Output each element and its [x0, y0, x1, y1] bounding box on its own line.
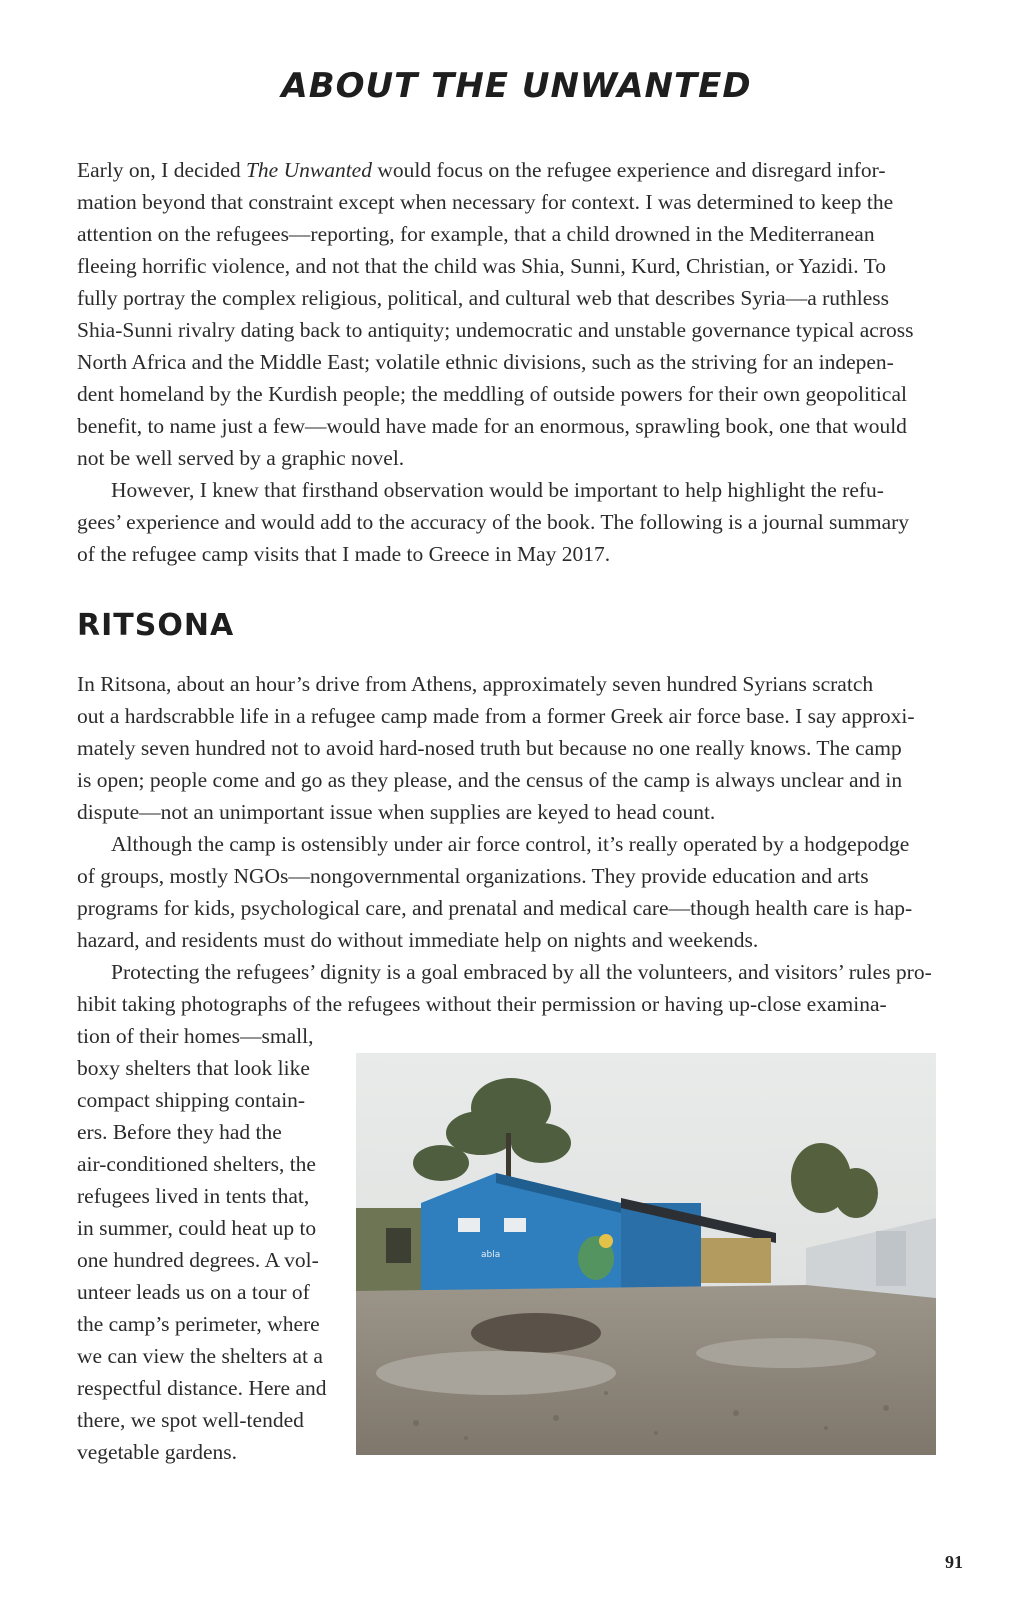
text-line: air-conditioned shelters, the — [77, 1152, 316, 1176]
text-line: the camp’s perimeter, where — [77, 1312, 320, 1336]
intro-paragraph-2 — [77, 474, 937, 570]
text-line: fleeing horrific violence, and not that the child was Shia, Sunni, Kurd, Christian, or Yazidi. To — [77, 254, 886, 278]
text-line: hibit taking photographs of the refugees without their permission or having up-close examina- — [77, 992, 887, 1016]
text-line: respectful distance. Here and — [77, 1376, 327, 1400]
section-heading-ritsona: RITSONA — [77, 608, 235, 643]
text-line: is open; people come and go as they please, and the census of the camp is always unclear and in — [77, 768, 903, 792]
text-line: we can view the shelters at a — [77, 1344, 323, 1368]
text-line: Although the camp is ostensibly under air force control, it’s really operated by a hodgepodge — [111, 832, 910, 856]
text-line: refugees lived in tents that, — [77, 1184, 310, 1208]
text-line: However, I knew that firsthand observation would be important to help highlight the refu- — [111, 478, 884, 502]
text-line: not be well served by a graphic novel. — [77, 446, 405, 470]
text-line: mation beyond that constraint except when necessary for context. I was determined to keep the — [77, 190, 894, 214]
text-line: tion of their homes—small, — [77, 1024, 314, 1048]
text-line: of groups, mostly NGOs—nongovernmental organizations. They provide education and arts — [77, 864, 869, 888]
text-line: ers. Before they had the — [77, 1120, 282, 1144]
text-line: dispute—not an unimportant issue when supplies are keyed to head count. — [77, 800, 716, 824]
intro-paragraph-1 — [77, 154, 937, 474]
text-line: compact shipping contain- — [77, 1088, 306, 1112]
text-line: vegetable gardens. — [77, 1440, 237, 1464]
text-line: Shia-Sunni rivalry dating back to antiquity; undemocratic and unstable governance typical across — [77, 318, 914, 342]
text-line: one hundred degrees. A vol- — [77, 1248, 319, 1272]
text-line: in summer, could heat up to — [77, 1216, 317, 1240]
text-line: benefit, to name just a few—would have made for an enormous, sprawling book, one that would — [77, 414, 907, 438]
ritsona-paragraph-2 — [77, 828, 937, 956]
text-line: North Africa and the Middle East; volatile ethnic divisions, such as the striving for an indepen- — [77, 350, 894, 374]
text-line: fully portray the complex religious, political, and cultural web that describes Syria—a ruthless — [77, 286, 890, 310]
text-line: out a hardscrabble life in a refugee camp made from a former Greek air force base. I say approxi- — [77, 704, 915, 728]
page-number: 91 — [945, 1552, 963, 1572]
text-line: boxy shelters that look like — [77, 1056, 310, 1080]
text-line: hazard, and residents must do without immediate help on nights and weekends. — [77, 928, 759, 952]
text-line: gees’ experience and would add to the accuracy of the book. The following is a journal summary — [77, 510, 910, 534]
text-line: In Ritsona, about an hour’s drive from Athens, approximately seven hundred Syrians scratch — [77, 672, 874, 696]
text-line: Early on, I decided The Unwanted would focus on the refugee experience and disregard infor- — [77, 158, 886, 182]
refugee-camp-photo — [356, 1053, 936, 1455]
text-line: unteer leads us on a tour of — [77, 1280, 310, 1304]
text-line: programs for kids, psychological care, and prenatal and medical care—though health care is hap- — [77, 896, 913, 920]
text-line: there, we spot well-tended — [77, 1408, 304, 1432]
graffiti-text: abla — [481, 1250, 501, 1260]
text-line: attention on the refugees—reporting, for example, that a child drowned in the Mediterranean — [77, 222, 875, 246]
text-line: of the refugee camp visits that I made to Greece in May 2017. — [77, 542, 611, 566]
text-line: mately seven hundred not to avoid hard-nosed truth but because no one really knows. The camp — [77, 736, 902, 760]
text-line: Protecting the refugees’ dignity is a goal embraced by all the volunteers, and visitors’ rules pro- — [111, 960, 932, 984]
ritsona-paragraph-1 — [77, 668, 937, 828]
page-title: ABOUT THE UNWANTED — [281, 66, 752, 106]
text-line: dent homeland by the Kurdish people; the meddling of outside powers for their own geopolitical — [77, 382, 907, 406]
